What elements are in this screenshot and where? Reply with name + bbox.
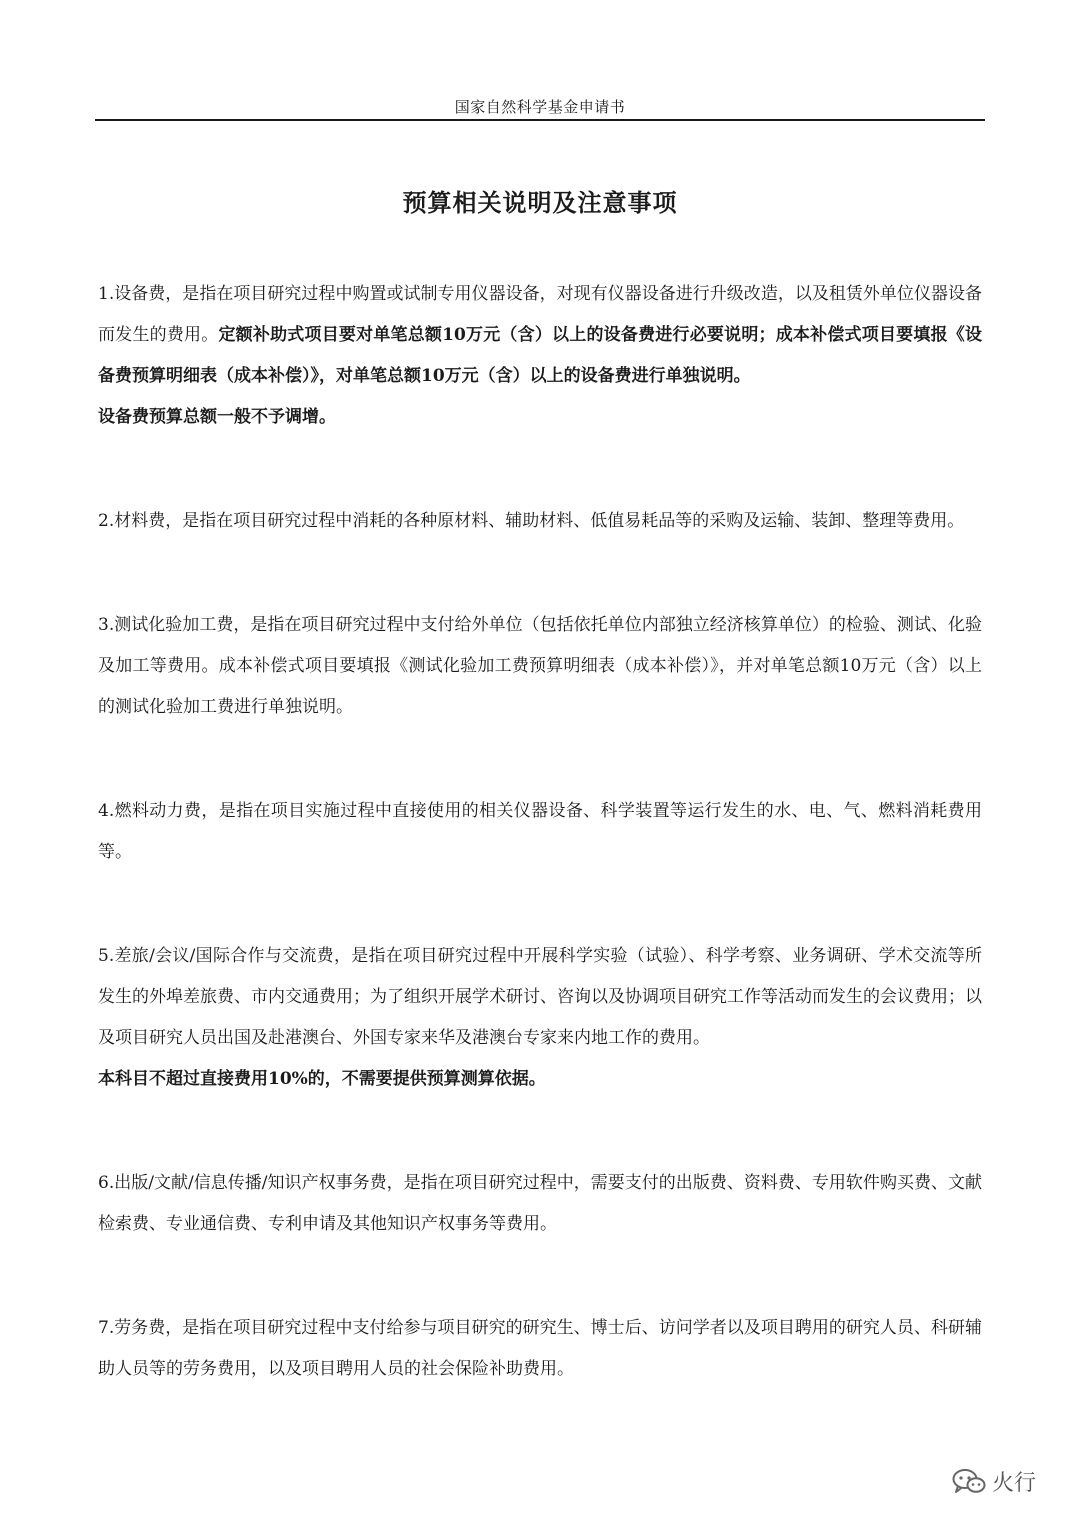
section-6-publication — [98, 1163, 982, 1245]
section-number: 6. — [98, 1173, 115, 1193]
paragraph — [98, 1163, 982, 1245]
paragraph — [98, 501, 982, 542]
paragraph — [98, 1308, 982, 1390]
section-7-labor — [98, 1308, 982, 1390]
paragraph-text: 设备费，是指在项目研究过程中购置或试制专用仪器设备，对现有仪器设备进行升级改造，以及租赁外单位仪器设备而发生的费用。 — [98, 284, 982, 345]
paragraph — [98, 274, 982, 397]
header-rule — [95, 119, 985, 121]
section-number: 5. — [98, 946, 115, 966]
section-4-fuel-power — [98, 791, 982, 873]
section-number: 3. — [98, 615, 115, 635]
section-1-equipment — [98, 274, 982, 438]
paragraph-text: 出版/文献/信息传播/知识产权事务费，是指在项目研究过程中，需要支付的出版费、资料费、专用软件购买费、文献检索费、专业通信费、专利申请及其他知识产权事务等费用。 — [98, 1173, 982, 1234]
paragraph — [98, 936, 982, 1059]
bold-note: 设备费预算总额一般不予调增。 — [98, 407, 336, 427]
section-number: 2. — [98, 511, 115, 531]
paragraph-text: 测试化验加工费，是指在项目研究过程中支付给外单位（包括依托单位内部独立经济核算单位）的检验、测试、化验及加工等费用。成本补偿式项目要填报《测试化验加工费预算明细表（成本补偿）》，并对单笔总额10万元（含）以上的测试化验加工费进行单独说明。 — [98, 615, 982, 717]
section-5-travel-meeting — [98, 936, 982, 1100]
paragraph — [98, 791, 982, 873]
page-title: 预算相关说明及注意事项 — [402, 188, 678, 217]
section-number: 1. — [98, 284, 115, 304]
section-number: 4. — [98, 801, 115, 821]
bold-note: 本科目不超过直接费用10%的，不需要提供预算测算依据。 — [98, 1069, 546, 1089]
paragraph-text: 燃料动力费，是指在项目实施过程中直接使用的相关仪器设备、科学装置等运行发生的水、电、气、燃料消耗费用等。 — [98, 801, 982, 862]
paragraph — [98, 605, 982, 728]
section-3-testing — [98, 605, 982, 728]
bold-requirement: 定额补助式项目要对单笔总额10万元（含）以上的设备费进行必要说明；成本补偿式项目要填报《设备费预算明细表（成本补偿）》，对单笔总额10万元（含）以上的设备费进行单独说明。 — [98, 325, 983, 386]
wechat-icon — [952, 1468, 986, 1496]
paragraph-text: 劳务费，是指在项目研究过程中支付给参与项目研究的研究生、博士后、访问学者以及项目聘用的研究人员、科研辅助人员等的劳务费用，以及项目聘用人员的社会保险补助费用。 — [98, 1318, 982, 1379]
section-2-materials — [98, 501, 982, 542]
paragraph-text: 材料费，是指在项目研究过程中消耗的各种原材料、辅助材料、低值易耗品等的采购及运输、装卸、整理等费用。 — [114, 511, 965, 531]
section-number: 7. — [98, 1318, 115, 1338]
watermark-text: 火行 — [992, 1471, 1037, 1496]
watermark — [952, 1466, 1036, 1497]
document-body — [98, 274, 982, 1453]
document-header: 国家自然科学基金申请书 — [454, 98, 626, 116]
paragraph-text: 差旅/会议/国际合作与交流费，是指在项目研究过程中开展科学实验（试验）、科学考察、业务调研、学术交流等所发生的外埠差旅费、市内交通费用；为了组织开展学术研讨、咨询以及协调项目研究工作等活动而发生的会议费用；以及项目研究人员出国及赴港澳台、外国专家来华及港澳台专家来内地工作的费用。 — [98, 946, 982, 1048]
